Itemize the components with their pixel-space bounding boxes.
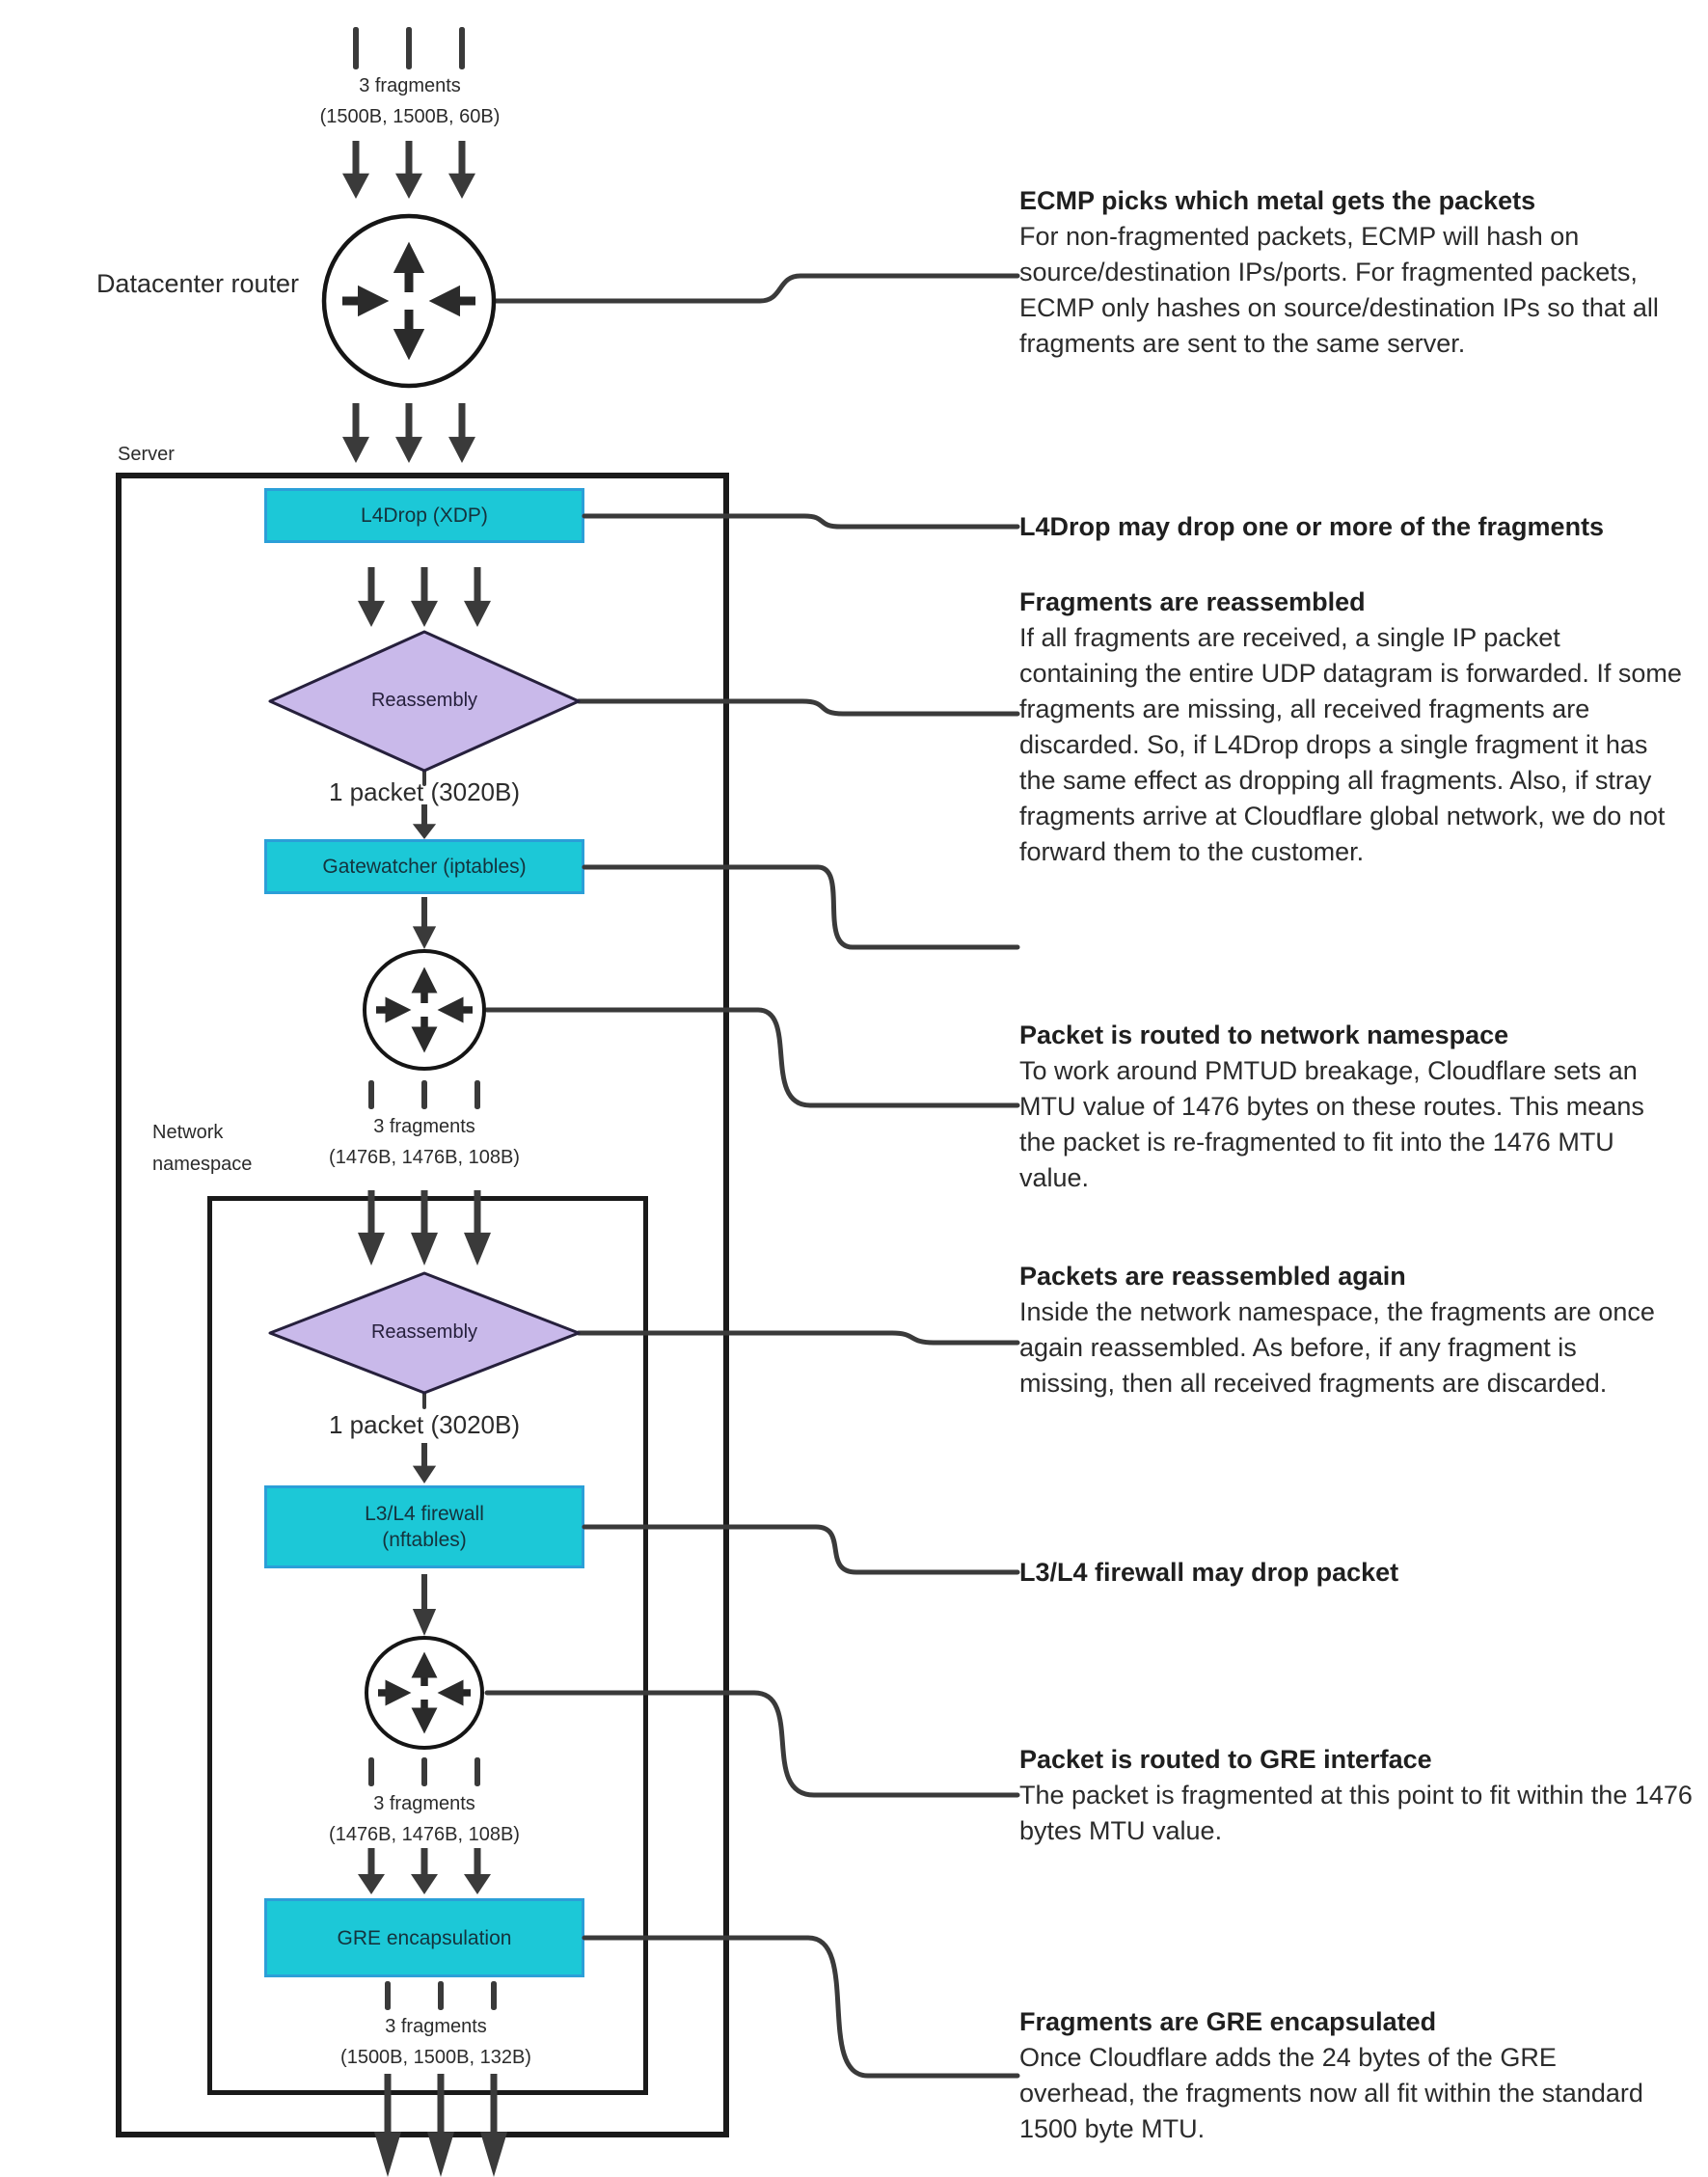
mid-fragments-count: 3 fragments xyxy=(373,1116,475,1137)
packet1-label: 1 packet (3020B) xyxy=(328,777,520,806)
annotation-l4drop-heading: L4Drop may drop one or more of the fragments xyxy=(1019,512,1605,541)
top-fragments-sizes: (1500B, 1500B, 60B) xyxy=(319,106,501,127)
router-icon-namespace-route xyxy=(365,951,484,1069)
annotation-reassembled xyxy=(1019,585,1685,870)
annotation-l3l4 xyxy=(1019,1555,1694,1591)
top-fragments-count: 3 fragments xyxy=(359,75,461,96)
annotation-ecmp-body: For non-fragmented packets, ECMP will hash on source/destination IPs/ports. For fragmented packets, ECMP only hashes on source/destination IPs so that all fragments are sent to the same server. xyxy=(1019,222,1659,358)
firewall-label-line1: L3/L4 firewall xyxy=(365,1503,484,1525)
annotation-reassembled-again-heading: Packets are reassembled again xyxy=(1019,1262,1406,1291)
router-icon-gre-route xyxy=(366,1638,482,1748)
annotation-reassembled-body: If all fragments are received, a single IP packet containing the entire UDP datagram is forwarded. If some fragments are missing, all received fragments are discarded. So, if L4Drop drops a single fragment it has the same effect as dropping all fragments. Also, if stray fragments arrive at Cloudflare global network, we do not forward them to the customer. xyxy=(1019,623,1682,866)
annotation-reassembled-heading: Fragments are reassembled xyxy=(1019,587,1366,616)
router-icon-datacenter xyxy=(324,216,494,386)
annotation-gre-encapsulated xyxy=(1019,2004,1675,2147)
gre-label: GRE encapsulation xyxy=(337,1926,512,1949)
mid-fragments-sizes: (1476B, 1476B, 108B) xyxy=(329,1147,520,1168)
datacenter-router-label: Datacenter router xyxy=(95,269,300,298)
annotation-routed-gre-heading: Packet is routed to GRE interface xyxy=(1019,1745,1432,1774)
connector-l4drop xyxy=(584,516,1017,527)
connector-ecmp xyxy=(492,276,1017,301)
firewall-label-line2: (nftables) xyxy=(382,1529,467,1551)
annotation-routed-namespace-heading: Packet is routed to network namespace xyxy=(1019,1020,1509,1049)
server-label: Server xyxy=(118,444,175,465)
annotation-routed-namespace xyxy=(1019,1018,1656,1196)
annotation-routed-gre-body: The packet is fragmented at this point to fit within the 1476 bytes MTU value. xyxy=(1019,1781,1693,1845)
connector-route-gre xyxy=(487,1693,1017,1795)
annotation-gre-encapsulated-body: Once Cloudflare adds the 24 bytes of the GRE overhead, the fragments now all fit within the standard 1500 byte MTU. xyxy=(1019,2043,1643,2143)
annotation-l3l4-heading: L3/L4 firewall may drop packet xyxy=(1019,1558,1399,1587)
annotation-l4drop xyxy=(1019,509,1694,545)
connector-gatewatcher xyxy=(584,867,1017,947)
annotation-routed-gre xyxy=(1019,1742,1708,1849)
pre-gre-fragments-count: 3 fragments xyxy=(373,1793,475,1814)
annotation-reassembled-again-body: Inside the network namespace, the fragments are once again reassembled. As before, if any fragment is missing, then all received fragments are discarded. xyxy=(1019,1297,1655,1398)
bottom-fragments-count: 3 fragments xyxy=(385,2016,487,2037)
reassembly1-label: Reassembly xyxy=(370,690,478,711)
bottom-fragments-sizes: (1500B, 1500B, 132B) xyxy=(340,2047,531,2068)
network-namespace-label: Network namespace xyxy=(152,1122,253,1175)
annotation-reassembled-again xyxy=(1019,1259,1666,1401)
gatewatcher-label: Gatewatcher (iptables) xyxy=(322,856,527,878)
connector-l3l4 xyxy=(584,1527,1017,1572)
annotation-ecmp-heading: ECMP picks which metal gets the packets xyxy=(1019,186,1536,215)
connector-route-namespace xyxy=(487,1010,1017,1105)
reassembly2-label: Reassembly xyxy=(370,1321,478,1343)
connector-reassembly1 xyxy=(579,701,1017,714)
l4drop-label: L4Drop (XDP) xyxy=(361,504,488,527)
annotation-routed-namespace-body: To work around PMTUD breakage, Cloudflare sets an MTU value of 1476 bytes on these routes. This means the packet is re-fragmented to fit into the 1476 MTU value. xyxy=(1019,1056,1644,1192)
annotation-gre-encapsulated-heading: Fragments are GRE encapsulated xyxy=(1019,2007,1437,2036)
connector-gre xyxy=(584,1938,1017,2076)
pre-gre-fragments-sizes: (1476B, 1476B, 108B) xyxy=(329,1824,520,1845)
annotation-ecmp xyxy=(1019,183,1666,362)
packet2-label: 1 packet (3020B) xyxy=(328,1410,520,1439)
connector-reassembly2 xyxy=(579,1333,1017,1343)
